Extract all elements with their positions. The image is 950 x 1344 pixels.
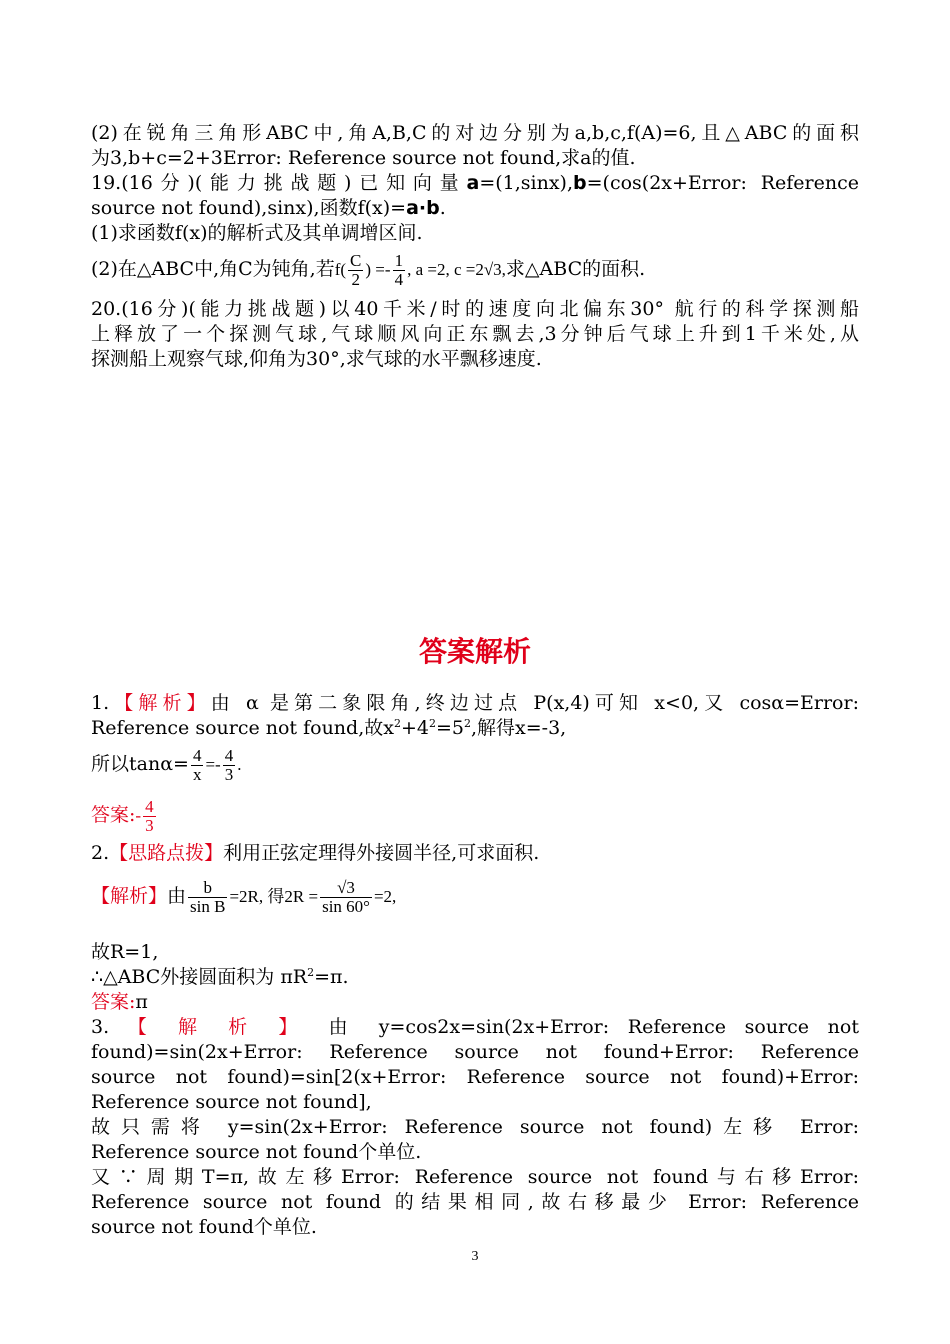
answers-title: 答案解析: [418, 635, 531, 668]
fraction-c-over-2: $\frac{C}{2}$: [350, 250, 362, 289]
answer2-line2: 故R=1,: [91, 941, 159, 963]
q20-line1: 20.(16分)(能力挑战题)以40千米/时的速度向北偏东30° 航行的科学探测船: [91, 298, 859, 320]
answer2-line1: 【解析】由 $\frac{b}{\text{sin B}}$ =2R, 得2R = $\frac{√3}{\sin 60^\circ}$ =2,: [91, 877, 397, 916]
answer1-line1: 1.【解析】由 α 是第二象限角,终边过点 P(x,4)可知 x<0,又 cosα=Error:: [91, 692, 859, 714]
answer3-line6: Reference source not found个单位.: [91, 1141, 422, 1163]
q19-part2: (2)在△ABC中,角C为钝角,若f( $\frac{C}{2}$ ) =- $\frac{1}{4}$ , a =2, c =2√3,求△ABC的面积.: [91, 250, 646, 289]
answer3-line1: 3. 【 解 析 】 由 y=cos2x=sin(2x+Error: Reference source not: [91, 1016, 859, 1038]
q20-line3: 探测船上观察气球,仰角为30°,求气球的水平飘移速度.: [91, 348, 542, 370]
answer2-line3: ∴△ABC外接圆面积为 $\pi R^2=\pi$.: [91, 966, 349, 988]
answer3-line9: source not found个单位.: [91, 1216, 317, 1238]
fraction-b-over-sinb: $\frac{b}{\text{sin B}}$: [190, 877, 226, 916]
q18-part2-line2: 为3,b+c=2+3Error: Reference source not found,求a的值.: [91, 147, 636, 169]
fraction-4-over-3: $\frac{4}{3}$: [224, 745, 234, 784]
answer1-result: 答案:- $\frac{4}{3}$: [91, 796, 154, 835]
fraction-1-over-4: $\frac{1}{4}$: [394, 250, 404, 289]
answer3-line2: found)=sin(2x+Error: Reference source not found+Error: Reference: [91, 1041, 859, 1063]
page-number: 3: [471, 1249, 479, 1264]
answer1-line3: 所以tanα= $\frac{4}{x}$ =- $\frac{4}{3}$ .: [91, 745, 242, 784]
fraction-4-over-x: $\frac{4}{x}$: [192, 745, 202, 784]
answer3-line4: Reference source not found],: [91, 1091, 372, 1113]
q19-part1: (1)求函数f(x)的解析式及其单调增区间.: [91, 222, 423, 244]
q20-line2: 上释放了一个探测气球,气球顺风向正东飘去,3分钟后气球上升到1千米处,从: [91, 323, 859, 345]
answer3-line7: 又∵周期T=π,故左移Error: Reference source not found与右移Error:: [91, 1166, 859, 1188]
fraction-sqrt3-over-sin60: $\frac{√3}{\sin 60^\circ}$: [322, 877, 370, 916]
q19-line2: source not found),sinx),函数f(x)=a·b.: [91, 197, 446, 219]
fraction-answer1: $\frac{4}{3}$: [145, 796, 154, 835]
q19-line1: 19.(16分)(能力挑战题)已知向量a=(1,sinx),b=(cos(2x+Error: Reference: [91, 172, 859, 194]
answer2-hint: 2.【思路点拨】利用正弦定理得外接圆半径,可求面积.: [91, 842, 540, 864]
q18-part2-line1: (2)在锐角三角形ABC中,角A,B,C的对边分别为a,b,c,f(A)=6,且△ABC的面积: [91, 122, 859, 144]
answer1-line2: Reference source not found,故$x^2+4^2=5^2$,解得x=-3,: [91, 717, 567, 739]
answer3-line8: Reference source not found 的结果相同,故右移最少 Error: Reference: [91, 1191, 859, 1213]
answer3-line5: 故只需将 y=sin(2x+Error: Reference source not found)左移 Error:: [91, 1116, 859, 1138]
answer2-result: 答案:π: [91, 991, 148, 1013]
answer3-line3: source not found)=sin[2(x+Error: Reference source not found)+Error:: [91, 1066, 859, 1088]
